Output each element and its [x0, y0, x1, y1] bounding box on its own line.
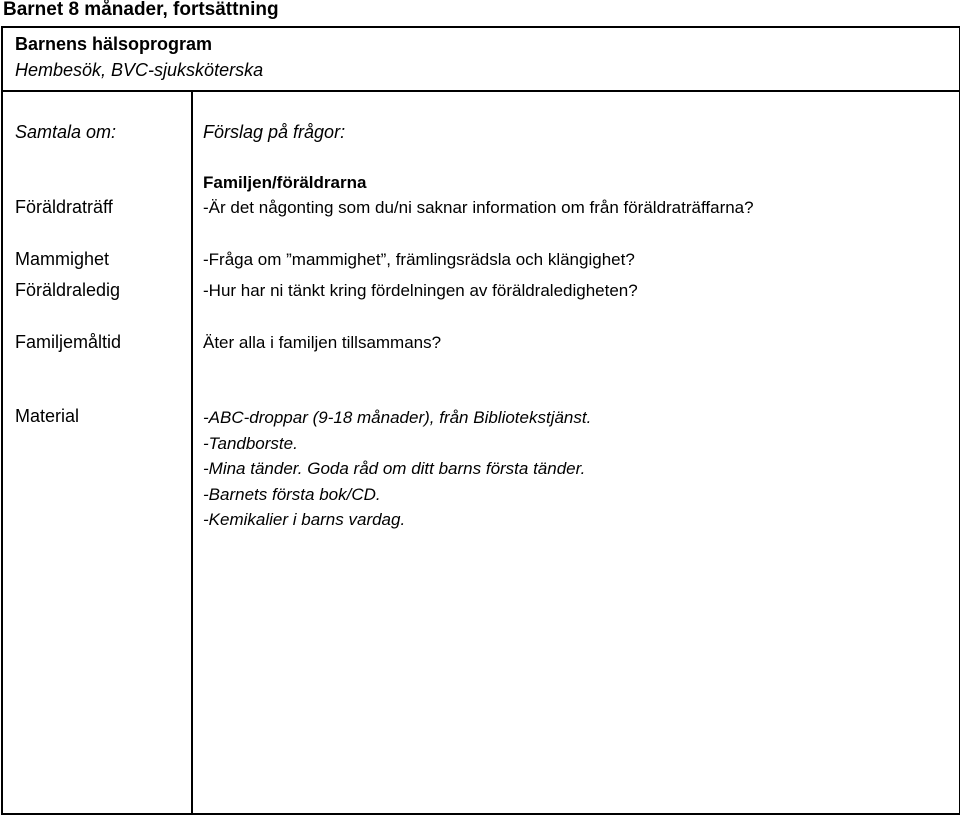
section-title: Familjen/föräldrarna — [203, 173, 367, 192]
topic-foraldraledig: Föräldraledig — [15, 280, 121, 300]
column-divider — [191, 92, 193, 813]
questions-heading: Förslag på frågor: — [203, 122, 346, 142]
question-item: -Hur har ni tänkt kring fördelningen av föräldraledigheten? — [203, 281, 638, 300]
topic-foraldratraff: Föräldraträff — [15, 197, 113, 217]
material-item: -Tandborste. — [203, 434, 298, 453]
program-subtitle: Hembesök, BVC-sjuksköterska — [15, 60, 264, 80]
program-title: Barnens hälsoprogram — [15, 34, 213, 54]
discuss-heading: Samtala om: — [15, 122, 117, 142]
topic-mammighet: Mammighet — [15, 249, 110, 269]
material-label: Material — [15, 406, 80, 426]
topic-familjemaltid: Familjemåltid — [15, 332, 122, 352]
question-item: -Är det någonting som du/ni saknar information om från föräldraträffarna? — [203, 198, 754, 217]
material-item: -Mina tänder. Goda råd om ditt barns första tänder. — [203, 459, 586, 478]
material-item: -ABC-droppar (9-18 månader), från Bibliotekstjänst. — [203, 408, 592, 427]
page-title: Barnet 8 månader, fortsättning — [3, 0, 279, 20]
header-divider — [1, 90, 960, 92]
material-item: -Kemikalier i barns vardag. — [203, 510, 406, 529]
material-item: -Barnets första bok/CD. — [203, 485, 381, 504]
question-item: -Fråga om ”mammighet”, främlingsrädsla och klängighet? — [203, 250, 635, 269]
question-item: Äter alla i familjen tillsammans? — [203, 333, 442, 352]
